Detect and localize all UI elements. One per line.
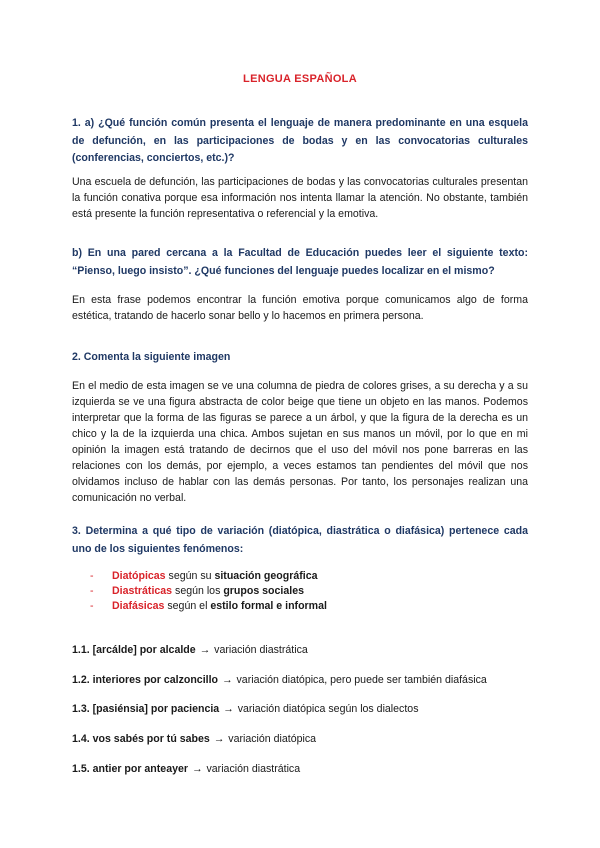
- arrow-right-icon: →: [191, 763, 203, 775]
- question-3: 3. Determina a qué tipo de variación (diatópica, diastrática o diafásica) pertenece cada uno de los siguientes fenómenos:: [72, 525, 528, 555]
- answer-2: En el medio de esta imagen se ve una columna de piedra de colores grises, a su derecha y a su izquierda se ve una figura abstracta de color beige que tiene un objeto en las manos. Podemos interpretar que la forma de las figuras se parece a un árbol, y que la figura de la derecha es un chico y la de la izquierda una chica. Ambos sujetan en sus manos un móvil, por lo que en mi opinión la imagen está tratando de decirnos que el uso del móvil nos pone barreras en las relaciones con los demás, por ejemplo, a veces estamos tan pendientes del móvil que nos olvidamos incluso de hablar con las demás personas. Por tanto, los personajes realizan una comunicación no verbal.: [72, 380, 528, 504]
- example-item-1-4: 1.4. vos sabés por tú sabes → variación diatópica: [72, 733, 317, 745]
- arrow-right-icon: →: [213, 733, 225, 745]
- question-1b: b) En una pared cercana a la Facultad de Educación puedes leer el siguiente texto: “Pienso, luego insisto”. ¿Qué funciones del lenguaje puedes localizar en el mismo?: [72, 247, 528, 277]
- list-item: - Diastráticas según los grupos sociales: [90, 585, 304, 597]
- answer-1b: En esta frase podemos encontrar la función emotiva porque comunicamos algo de forma estética, tratando de hacerlo sonar bello y lo hacemos en primera persona.: [72, 294, 528, 322]
- variation-term: Diatópicas: [112, 570, 166, 582]
- arrow-right-icon: →: [221, 674, 233, 686]
- variation-term: Diastráticas: [112, 585, 173, 597]
- example-item-1-1: 1.1. [arcálde] por alcalde → variación diastrática: [72, 644, 308, 656]
- arrow-right-icon: →: [223, 703, 234, 715]
- page-title: LENGUA ESPAÑOLA: [243, 73, 357, 85]
- question-2: 2. Comenta la siguiente imagen: [72, 351, 231, 363]
- example-item-1-3: 1.3. [pasiénsia] por paciencia → variación diatópica según los dialectos: [72, 703, 419, 715]
- example-item-1-2: 1.2. interiores por calzoncillo → variación diatópica, pero puede ser también diafásica: [72, 674, 487, 686]
- question-1a: 1. a) ¿Qué función común presenta el lenguaje de manera predominante en una esquela de defunción, en las participaciones de bodas y en las convocatorias culturales (conferencias, conciertos, etc.)?: [72, 117, 528, 164]
- list-item: - Diafásicas según el estilo formal e informal: [90, 600, 327, 612]
- variation-term: Diafásicas: [112, 600, 165, 612]
- example-item-1-5: 1.5. antier por anteayer → variación diastrática: [72, 763, 301, 775]
- list-item: - Diatópicas según su situación geográfica: [90, 570, 318, 582]
- variation-types-list: [90, 569, 510, 614]
- answer-1a: Una escuela de defunción, las participaciones de bodas y las convocatorias culturales presentan la función conativa porque esa información nos intenta llamar la atención. No obstante, también está presente la función representativa o referencial y la emotiva.: [72, 176, 528, 220]
- arrow-right-icon: →: [199, 644, 211, 656]
